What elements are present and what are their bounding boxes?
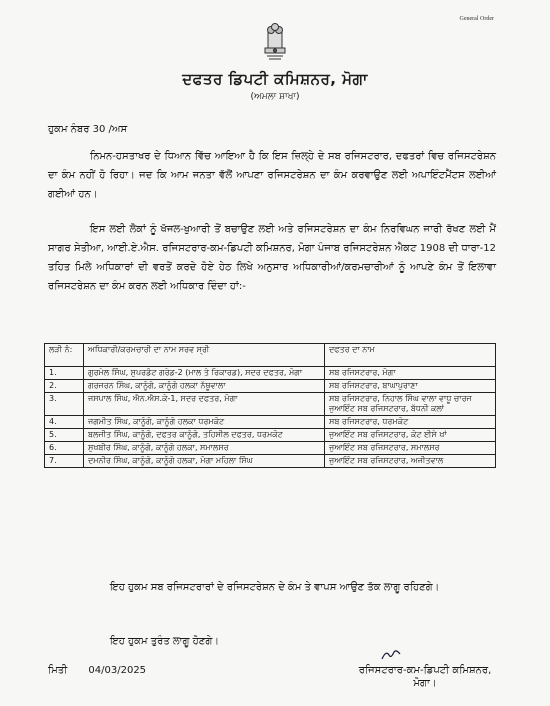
row-serial: 4. [45,416,84,429]
date-value: 04/03/2025 [88,665,147,676]
order-paragraph-4: ਇਹ ਹੁਕਮ ਤੁਰੰਤ ਲਾਗੂ ਹੋਣਗੇ। [110,636,220,647]
row-serial: 3. [45,393,84,416]
officers-table [44,343,496,468]
row-serial: 1. [45,367,84,380]
row-officer-name: ਸੁਖਬੀਰ ਸਿੰਘ, ਕਾਨੂੰਗੋ, ਕਾਨੂੰਗੋ ਹਲਕਾ, ਸਮਾਲਸਰ [84,442,325,455]
row-officer-name: ਬਲਜੀਤ ਸਿੰਘ, ਕਾਨੂੰਗੋ, ਦਫਤਰ ਕਾਨੂੰਗੋ, ਤਹਿਸੀਲ ਦਫਤਰ, ਧਰਮਕੋਟ [84,429,325,442]
state-emblem-icon [258,18,292,64]
table-row [45,416,496,429]
table-row [45,442,496,455]
office-title: ਦਫਤਰ ਡਿਪਟੀ ਕਮਿਸ਼ਨਰ, ਮੋਗਾ [182,70,368,88]
signature-icon [380,648,402,662]
table-row [45,393,496,416]
table-header-row [45,344,496,367]
row-officer-name: ਜਗਮੀਤ ਸਿੰਘ, ਕਾਨੂੰਗੋ, ਕਾਨੂੰਗੋ ਹਲਕਾ ਧਰਮਕੋਟ [84,416,325,429]
row-serial: 2. [45,380,84,393]
row-officer-name: ਦਮਨੀਰ ਸਿੰਘ, ਕਾਨੂੰਗੋ, ਕਾਨੂੰਗੋ ਹਲਕਾ, ਮੋਗਾ ਮਹਿਲਾ ਸਿੰਘ [84,455,325,468]
order-paragraph-1: ਨਿਮਨ-ਹਸਤਾਖਰ ਦੇ ਧਿਆਨ ਵਿੱਚ ਆਇਆ ਹੈ ਕਿ ਇਸ ਜ਼ਿਲ੍ਹੇ ਦੇ ਸਬ ਰਜਿਸਟਰਾਰ, ਦਫਤਰਾਂ ਵਿਚ ਰਜਿਸਟਰੇਸ਼ਨ ਦਾ ਕੰਮ ਨਹੀਂ ਹੋ ਰਿਹਾ। ਜਦ ਕਿ ਆਮ ਜਨਤਾ ਵੱਲੋਂ ਆਪਣਾ ਰਜਿਸਟਰੇਸ਼ਨ ਦਾ ਕੰਮ ਕਰਵਾਉਣ ਲਈ ਅਪਾਇੰਟਮੈਂਟਸ ਲਈਆਂ ਗਈਆਂ ਹਨ। [48,151,496,200]
header-serial: ਲੜੀ ਨੰ: [45,344,84,367]
row-officer-name: ਗਰਜਰਨ ਸਿੰਘ, ਕਾਨੂੰਗੋ, ਕਾਨੂੰਗੋ ਹਲਕਾ ਨੱਥੂਵਾਲਾ [84,380,325,393]
row-office-name: ਸਬ ਰਜਿਸਟਰਾਰ, ਬਾਘਾਪੁਰਾਣਾ [325,380,496,393]
row-office-name: ਜੁਆਇੰਟ ਸਬ ਰਜਿਸਟਰਾਰ, ਅਜੀਤਵਾਲ [325,455,496,468]
general-order-label: General Order [459,16,494,22]
designation-line-2: ਮੋਗਾ। [413,678,437,689]
header-officer-name: ਅਧਿਕਾਰੀ/ਕਰਮਚਾਰੀ ਦਾ ਨਾਮ ਸਰਵ ਸ੍ਰੀ [84,344,325,367]
table-row [45,429,496,442]
row-office-name: ਸਬ ਰਜਿਸਟਰਾਰ, ਮੋਗਾ [325,367,496,380]
row-office-name: ਜੁਆਇੰਟ ਸਬ ਰਜਿਸਟਰਾਰ, ਸਮਾਲਸਰ [325,442,496,455]
row-serial: 6. [45,442,84,455]
order-paragraph-3: ਇਹ ਹੁਕਮ ਸਬ ਰਜਿਸਟਰਾਰਾਂ ਦੇ ਰਜਿਸਟਰੇਸ਼ਨ ਦੇ ਕੰਮ ਤੇ ਵਾਪਸ ਆਉਣ ਤੱਕ ਲਾਗੂ ਰਹਿਣਗੇ। [110,582,440,593]
order-paragraph-2: ਇਸ ਲਈ ਲੋਕਾਂ ਨੂੰ ਖੱਜਲ-ਖੁਆਰੀ ਤੋਂ ਬਚਾਉਣ ਲਈ ਅਤੇ ਰਜਿਸਟਰੇਸ਼ਨ ਦਾ ਕੰਮ ਨਿਰਵਿਘਨ ਜਾਰੀ ਰੱਖਣ ਲਈ ਮੈਂ ਸਾਗਰ ਸੇਤੀਆ, ਆਈ.ਏ.ਐਸ. ਰਜਿਸਟਰਾਰ-ਕਮ-ਡਿਪਟੀ ਕਮਿਸ਼ਨਰ, ਮੋਗਾ ਪੰਜਾਬ ਰਜਿਸਟਰੇਸ਼ਨ ਐਕਟ 1908 ਦੀ ਧਾਰਾ-12 ਤਹਿਤ ਮਿਲੇ ਅਧਿਕਾਰਾਂ ਦੀ ਵਰਤੋਂ ਕਰਦੇ ਹੋਏ ਹੇਠ ਲਿਖੇ ਅਨੁਸਾਰ ਅਧਿਕਾਰੀਆਂ/ਕਰਮਚਾਰੀਆਂ ਨੂੰ ਆਪਣੇ ਕੰਮ ਤੋਂ ਇਲਾਵਾ ਰਜਿਸਟਰੇਸ਼ਨ ਦਾ ਕੰਮ ਕਰਨ ਲਈ ਅਧਿਕਾਰ ਦਿੰਦਾ ਹਾਂ:- [48,224,496,292]
row-serial: 5. [45,429,84,442]
signatory-designation [340,664,510,690]
row-serial: 7. [45,455,84,468]
row-office-name: ਜੁਆਇੰਟ ਸਬ ਰਜਿਸਟਰਾਰ, ਕੋਟ ਈਸੇ ਖਾਂ [325,429,496,442]
date-label: ਮਿਤੀ [48,665,68,676]
row-office-name: ਸਬ ਰਜਿਸਟਰਾਰ, ਧਰਮਕੋਟ [325,416,496,429]
row-officer-name: ਗੁਰਮੇਲ ਸਿੰਘ, ਸੁਪਰਡੰਟ ਗਰੇਡ-2 (ਮਾਲ ਤੇ ਰਿਕਾਰਡ), ਸਦਰ ਦਫਤਰ, ਮੋਗਾ [84,367,325,380]
office-subtitle: (ਅਮਲਾ ਸ਼ਾਖਾ) [250,92,300,102]
order-number: ਹੁਕਮ ਨੰਬਰ 30 /ਅਸ [48,124,128,135]
designation-line-1: ਰਜਿਸਟਰਾਰ-ਕਮ-ਡਿਪਟੀ ਕਮਿਸ਼ਨਰ, [358,665,492,676]
date-row [48,665,164,676]
header-office-name: ਦਫਤਰ ਦਾ ਨਾਮ [325,344,496,367]
table-row [45,380,496,393]
row-officer-name: ਜਸਪਾਲ ਸਿੰਘ, ਐਨ.ਐਸ.ਕੇ-1, ਸਦਰ ਦਫਤਰ, ਮੋਗਾ [84,393,325,416]
row-office-name: ਸਬ ਰਜਿਸਟਰਾਰ, ਨਿਹਾਲ ਸਿੰਘ ਵਾਲਾ ਵਾਧੂ ਚਾਰਜ ਜੁਆਇੰਟ ਸਬ ਰਜਿਸਟਰਾਰ, ਬੱਧਨੀ ਕਲਾਂ [325,393,496,416]
table-row [45,455,496,468]
table-row [45,367,496,380]
